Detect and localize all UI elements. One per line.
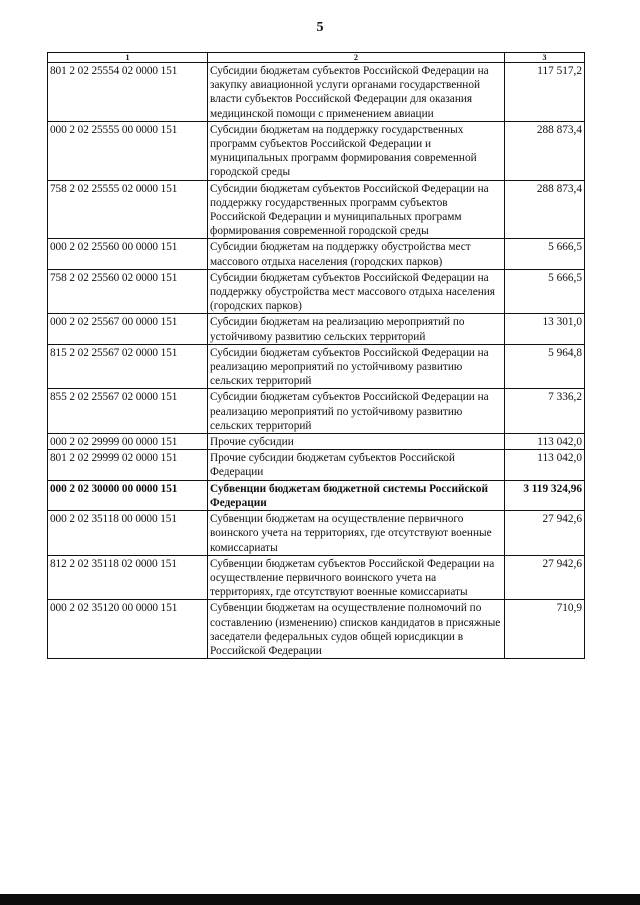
- budget-code-cell: 758 2 02 25555 02 0000 151: [48, 180, 208, 239]
- table-row: [48, 511, 585, 556]
- budget-code-cell: 815 2 02 25567 02 0000 151: [48, 344, 208, 389]
- revenue-name-cell: Субвенции бюджетам субъектов Российской Федерации на осуществление первичного воинского учета на территориях, где отсутствуют военные комиссариаты: [208, 555, 505, 600]
- amount-cell: 5 964,8: [505, 344, 585, 389]
- column-header-code: 1: [48, 53, 208, 63]
- revenue-name-cell: Субсидии бюджетам субъектов Российской Федерации на реализацию мероприятий по устойчивому развитию сельских территорий: [208, 389, 505, 434]
- amount-cell: 3 119 324,96: [505, 480, 585, 510]
- table-header-row: [48, 53, 585, 63]
- column-header-amount: 3: [505, 53, 585, 63]
- revenue-name-cell: Субсидии бюджетам субъектов Российской Федерации на реализацию мероприятий по устойчивому развитию сельских территорий: [208, 344, 505, 389]
- budget-code-cell: 000 2 02 35120 00 0000 151: [48, 600, 208, 659]
- amount-cell: 27 942,6: [505, 555, 585, 600]
- amount-cell: 113 042,0: [505, 434, 585, 450]
- table-row: [48, 450, 585, 480]
- budget-code-cell: 000 2 02 30000 00 0000 151: [48, 480, 208, 510]
- budget-code-cell: 000 2 02 35118 00 0000 151: [48, 511, 208, 556]
- table-row: [48, 389, 585, 434]
- amount-cell: 288 873,4: [505, 180, 585, 239]
- revenue-name-cell: Субвенции бюджетам на осуществление полномочий по составлению (изменению) списков кандидатов в присяжные заседатели федеральных судов общей юрисдикции в Российской Федерации: [208, 600, 505, 659]
- table-row: [48, 180, 585, 239]
- budget-code-cell: 000 2 02 25567 00 0000 151: [48, 314, 208, 344]
- amount-cell: 7 336,2: [505, 389, 585, 434]
- budget-code-cell: 801 2 02 25554 02 0000 151: [48, 63, 208, 122]
- table-row: [48, 480, 585, 510]
- revenue-name-cell: Субсидии бюджетам на поддержку государственных программ субъектов Российской Федерации и муниципальных программ формирования современной городской среды: [208, 121, 505, 180]
- table-body: [48, 63, 585, 659]
- amount-cell: 5 666,5: [505, 239, 585, 269]
- amount-cell: 288 873,4: [505, 121, 585, 180]
- table-row: [48, 314, 585, 344]
- amount-cell: 27 942,6: [505, 511, 585, 556]
- amount-cell: 13 301,0: [505, 314, 585, 344]
- table-row: [48, 600, 585, 659]
- revenue-name-cell: Субсидии бюджетам субъектов Российской Федерации на закупку авиационной услуги органами государственной власти субъектов Российской Федерации для оказания медицинской помощи с применением авиации: [208, 63, 505, 122]
- budget-code-cell: 855 2 02 25567 02 0000 151: [48, 389, 208, 434]
- amount-cell: 710,9: [505, 600, 585, 659]
- budget-code-cell: 758 2 02 25560 02 0000 151: [48, 269, 208, 314]
- amount-cell: 113 042,0: [505, 450, 585, 480]
- scan-bottom-edge: [0, 894, 640, 905]
- revenue-name-cell: Субвенции бюджетам на осуществление первичного воинского учета на территориях, где отсутствуют военные комиссариаты: [208, 511, 505, 556]
- budget-code-cell: 000 2 02 29999 00 0000 151: [48, 434, 208, 450]
- budget-code-cell: 000 2 02 25555 00 0000 151: [48, 121, 208, 180]
- table-row: [48, 434, 585, 450]
- table-row: [48, 121, 585, 180]
- table-row: [48, 63, 585, 122]
- table-row: [48, 239, 585, 269]
- revenue-name-cell: Прочие субсидии бюджетам субъектов Российской Федерации: [208, 450, 505, 480]
- amount-cell: 5 666,5: [505, 269, 585, 314]
- budget-code-cell: 812 2 02 35118 02 0000 151: [48, 555, 208, 600]
- revenue-name-cell: Субсидии бюджетам субъектов Российской Федерации на поддержку государственных программ субъектов Российской Федерации и муниципальных программ формирования современной городской среды: [208, 180, 505, 239]
- revenue-name-cell: Субсидии бюджетам на реализацию мероприятий по устойчивому развитию сельских территорий: [208, 314, 505, 344]
- column-header-name: 2: [208, 53, 505, 63]
- table-row: [48, 555, 585, 600]
- page-number: 5: [316, 20, 324, 35]
- budget-code-cell: 000 2 02 25560 00 0000 151: [48, 239, 208, 269]
- revenue-name-cell: Субвенции бюджетам бюджетной системы Российской Федерации: [208, 480, 505, 510]
- budget-code-cell: 801 2 02 29999 02 0000 151: [48, 450, 208, 480]
- table-row: [48, 344, 585, 389]
- revenue-name-cell: Субсидии бюджетам субъектов Российской Федерации на поддержку обустройства мест массового отдыха населения (городских парков): [208, 269, 505, 314]
- amount-cell: 117 517,2: [505, 63, 585, 122]
- revenue-name-cell: Субсидии бюджетам на поддержку обустройства мест массового отдыха населения (городских парков): [208, 239, 505, 269]
- revenue-name-cell: Прочие субсидии: [208, 434, 505, 450]
- budget-revenue-table: [47, 52, 585, 659]
- table-row: [48, 269, 585, 314]
